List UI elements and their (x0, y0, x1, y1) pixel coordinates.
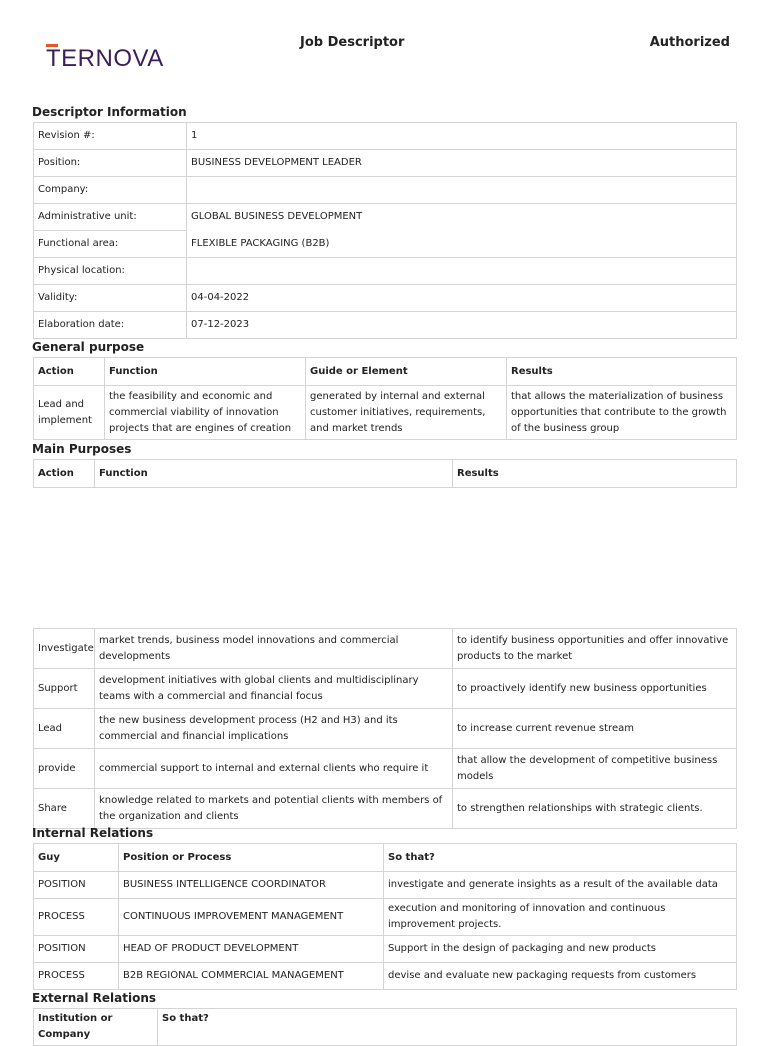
table-row (34, 177, 737, 204)
table-cell: to strengthen relationships with strategic clients. (453, 789, 737, 829)
main-purposes-table (33, 628, 737, 829)
table-header-row (34, 1009, 737, 1046)
table-cell: commercial support to internal and external clients who require it (95, 749, 453, 789)
row-label: Administrative unit: (34, 204, 187, 231)
table-cell: PROCESS (34, 899, 119, 936)
page-title: Job Descriptor (300, 35, 405, 50)
column-header: Action (34, 460, 95, 488)
table-cell: PROCESS (34, 963, 119, 990)
table-cell: devise and evaluate new packaging requests from customers (384, 963, 737, 990)
table-cell: the new business development process (H2 and H3) and its commercial and financial implications (95, 709, 453, 749)
table-row (34, 963, 737, 990)
column-header: Institution or Company (34, 1009, 158, 1046)
ternova-logo (46, 40, 164, 72)
row-label: Physical location: (34, 258, 187, 285)
table-row (34, 709, 737, 749)
table-row (34, 123, 737, 150)
table-cell: investigate and generate insights as a result of the available data (384, 872, 737, 899)
table-cell: that allow the development of competitive business models (453, 749, 737, 789)
table-row (34, 231, 737, 258)
table-row (34, 789, 737, 829)
table-cell: to proactively identify new business opportunities (453, 669, 737, 709)
table-cell: B2B REGIONAL COMMERCIAL MANAGEMENT (119, 963, 384, 990)
table-cell: Investigate (34, 629, 95, 669)
column-header: Guide or Element (306, 358, 507, 386)
table-row (34, 258, 737, 285)
table-cell: the feasibility and economic and commercial viability of innovation projects that are engines of creation (105, 386, 306, 440)
table-cell: Support (34, 669, 95, 709)
table-header-row (34, 460, 737, 488)
table-row (34, 629, 737, 669)
column-header: So that? (158, 1009, 737, 1046)
column-header: Guy (34, 844, 119, 872)
column-header: Action (34, 358, 105, 386)
row-label: Elaboration date: (34, 312, 187, 339)
row-label: Company: (34, 177, 187, 204)
logo-text: TERNOVA (46, 45, 164, 72)
row-label: Position: (34, 150, 187, 177)
table-row (34, 204, 737, 231)
table-cell: Lead (34, 709, 95, 749)
main-purposes-section-title: Main Purposes (32, 442, 132, 456)
column-header: Function (95, 460, 453, 488)
general-purpose-table (33, 357, 737, 440)
table-row (34, 899, 737, 936)
descriptor-table (33, 122, 737, 339)
row-value: 04-04-2022 (187, 285, 737, 312)
table-cell: that allows the materialization of business opportunities that contribute to the growth of the business group (507, 386, 737, 440)
row-value (187, 258, 737, 285)
table-row (34, 150, 737, 177)
table-cell: POSITION (34, 936, 119, 963)
table-row (34, 386, 737, 440)
row-value: BUSINESS DEVELOPMENT LEADER (187, 150, 737, 177)
table-cell: to increase current revenue stream (453, 709, 737, 749)
main-purposes-header-table (33, 459, 737, 488)
table-cell: to identify business opportunities and offer innovative products to the market (453, 629, 737, 669)
table-row (34, 872, 737, 899)
row-value: GLOBAL BUSINESS DEVELOPMENT (187, 204, 737, 231)
row-value: FLEXIBLE PACKAGING (B2B) (187, 231, 737, 258)
status-label: Authorized (649, 35, 730, 50)
table-cell: market trends, business model innovations and commercial developments (95, 629, 453, 669)
row-label: Revision #: (34, 123, 187, 150)
row-value: 1 (187, 123, 737, 150)
table-cell: provide (34, 749, 95, 789)
table-cell: execution and monitoring of innovation and continuous improvement projects. (384, 899, 737, 936)
table-cell: POSITION (34, 872, 119, 899)
table-cell: HEAD OF PRODUCT DEVELOPMENT (119, 936, 384, 963)
table-cell: Lead and implement (34, 386, 105, 440)
internal-relations-table (33, 843, 737, 990)
internal-relations-section-title: Internal Relations (32, 826, 154, 840)
external-relations-table (33, 1008, 737, 1046)
external-relations-section-title: External Relations (32, 991, 157, 1005)
column-header: Results (453, 460, 737, 488)
table-cell: CONTINUOUS IMPROVEMENT MANAGEMENT (119, 899, 384, 936)
column-header: Position or Process (119, 844, 384, 872)
general-purpose-section-title: General purpose (32, 340, 145, 354)
row-value (187, 177, 737, 204)
table-header-row (34, 358, 737, 386)
column-header: Function (105, 358, 306, 386)
column-header: So that? (384, 844, 737, 872)
table-header-row (34, 844, 737, 872)
descriptor-section-title: Descriptor Information (32, 105, 187, 119)
table-cell: generated by internal and external customer initiatives, requirements, and market trends (306, 386, 507, 440)
table-row (34, 749, 737, 789)
table-cell: BUSINESS INTELLIGENCE COORDINATOR (119, 872, 384, 899)
row-value: 07-12-2023 (187, 312, 737, 339)
table-row (34, 312, 737, 339)
table-row (34, 669, 737, 709)
table-row (34, 936, 737, 963)
table-cell: Support in the design of packaging and new products (384, 936, 737, 963)
row-label: Validity: (34, 285, 187, 312)
column-header: Results (507, 358, 737, 386)
table-row (34, 285, 737, 312)
table-cell: development initiatives with global clients and multidisciplinary teams with a commercial and financial focus (95, 669, 453, 709)
row-label: Functional area: (34, 231, 187, 258)
table-cell: Share (34, 789, 95, 829)
table-cell: knowledge related to markets and potential clients with members of the organization and clients (95, 789, 453, 829)
